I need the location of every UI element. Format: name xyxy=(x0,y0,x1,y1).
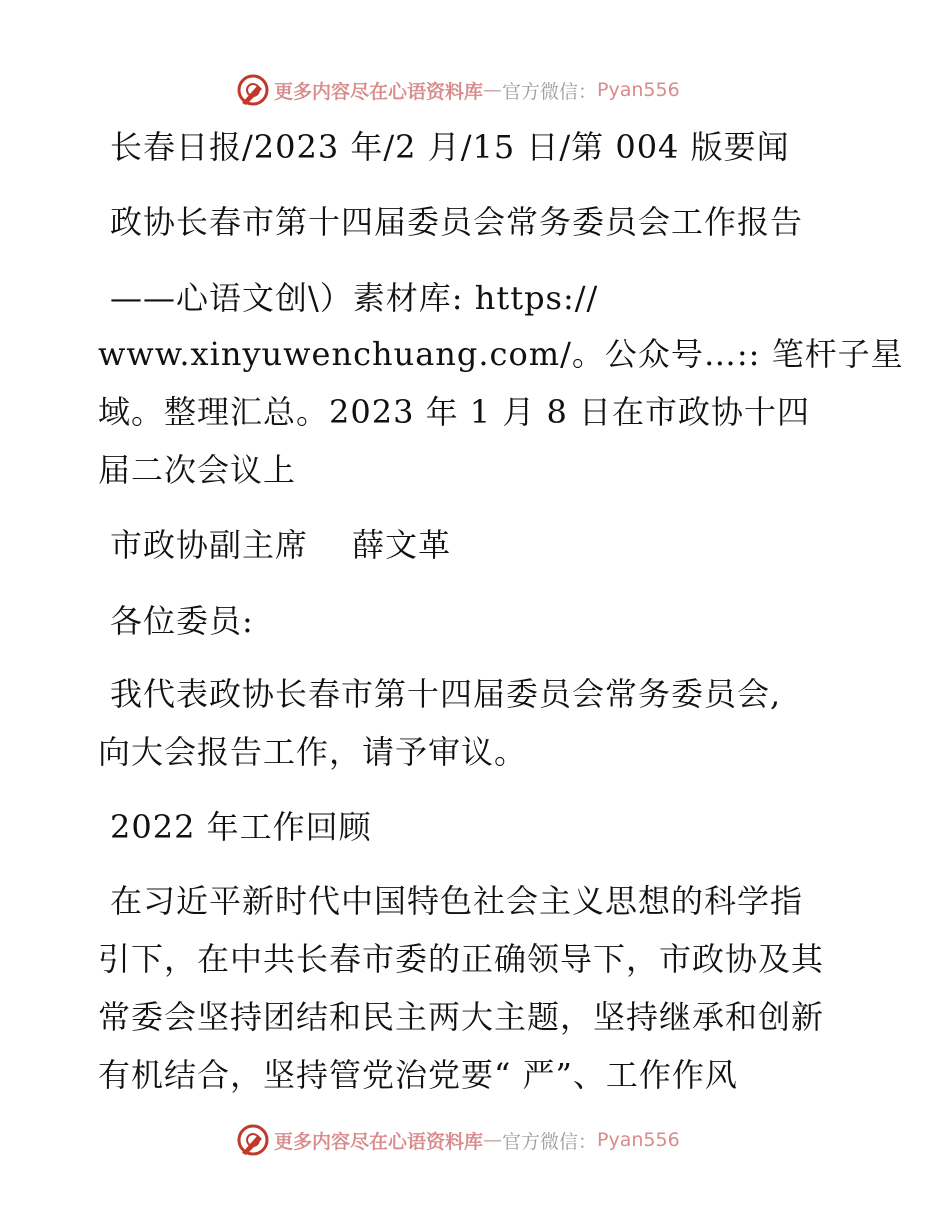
pen-logo-icon xyxy=(236,1123,270,1157)
source-line: 长春日报/2023 年/2 月/15 日/第 004 版要闻 xyxy=(110,128,790,166)
intro-line-1: 我代表政协长春市第十四届委员会常务委员会, xyxy=(110,675,782,713)
banner-separator: — xyxy=(483,1129,503,1151)
body-line-2: 引下，在中共长春市委的正确领导下，市政协及其 xyxy=(98,940,825,978)
intro-line-2: 向大会报告工作，请予审议。 xyxy=(98,733,528,771)
meta-line-3: 域。整理汇总。2023 年 1 月 8 日在市政协十四 xyxy=(98,393,811,431)
banner-wechat-label: 官方微信： xyxy=(502,1130,598,1153)
banner-main-text: 更多内容尽在心语资料库 xyxy=(274,80,484,103)
section-heading: 2022 年工作回顾 xyxy=(110,808,372,846)
meta-line-4: 届二次会议上 xyxy=(98,451,297,489)
banner-separator: — xyxy=(483,79,503,101)
banner-wechat-id: Pyan556 xyxy=(597,79,680,101)
banner-wechat-id: Pyan556 xyxy=(597,1129,680,1151)
report-title: 政协长春市第十四届委员会常务委员会工作报告 xyxy=(110,203,804,241)
pen-logo-icon xyxy=(236,73,270,107)
meta-line-1: ——心语文创\）素材库: https:// xyxy=(110,279,599,317)
meta-line-2: www.xinyuwenchuang.com/。公众号…:: 笔杆子星 xyxy=(98,335,904,373)
salutation: 各位委员: xyxy=(110,602,254,640)
watermark-banner-top xyxy=(236,72,680,108)
banner-main-text: 更多内容尽在心语资料库 xyxy=(274,1130,484,1153)
body-line-3: 常委会坚持团结和民主两大主题，坚持继承和创新 xyxy=(98,998,825,1036)
watermark-banner-bottom xyxy=(236,1122,680,1158)
body-line-1: 在习近平新时代中国特色社会主义思想的科学指 xyxy=(110,882,804,920)
body-line-4: 有机结合，坚持管党治党要“ 严”、工作作风 xyxy=(98,1056,738,1094)
speaker-line: 市政协副主席 薛文革 xyxy=(110,526,452,564)
banner-wechat-label: 官方微信： xyxy=(502,80,598,103)
